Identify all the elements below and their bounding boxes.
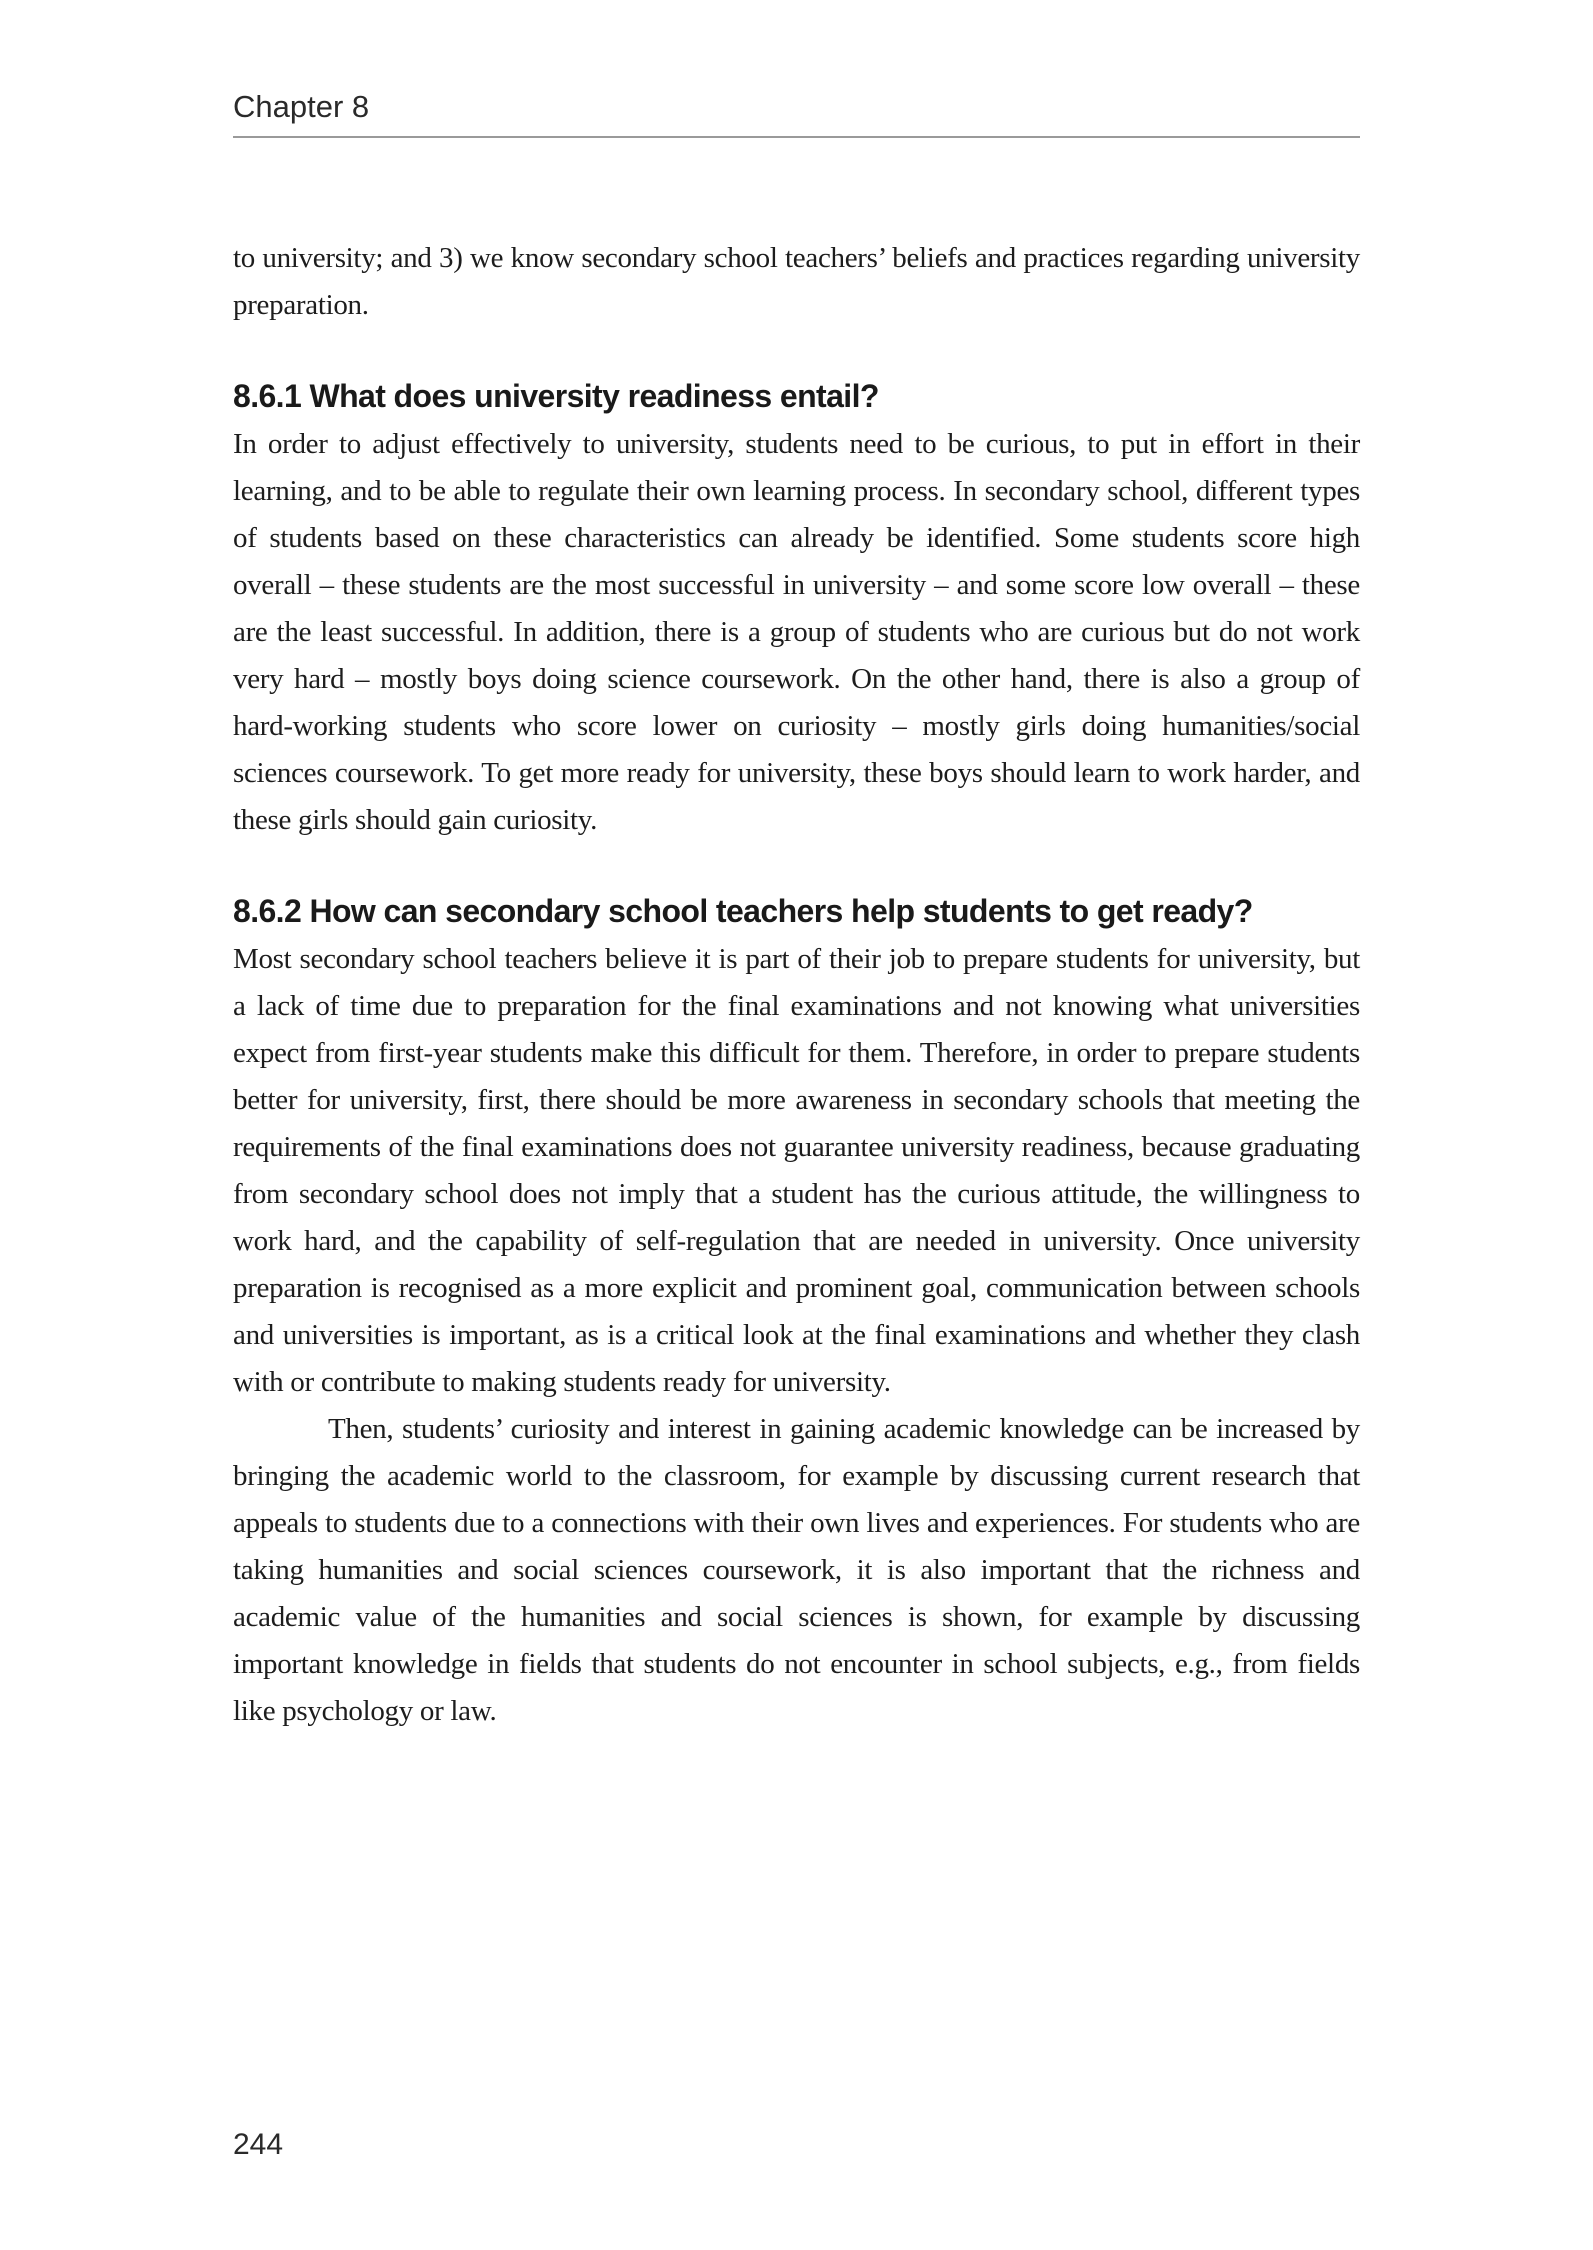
intro-paragraph: to university; and 3) we know secondary school teachers’ beliefs and practices regarding university preparation. — [233, 242, 1360, 321]
running-header: Chapter 8 — [233, 89, 370, 124]
section-heading-8-6-1: 8.6.1 What does university readiness entail? — [233, 378, 879, 414]
section-heading-8-6-2: 8.6.2 How can secondary school teachers help students to get ready? — [233, 893, 1253, 929]
section-8-6-2-paragraph-1: Most secondary school teachers believe it is part of their job to prepare students for university, but a lack of time due to preparation for the final examinations and not knowing what universities expect from first-year students make this difficult for them. Therefore, in order to prepare students better for university, first, there should be more awareness in secondary schools that meeting the requirements of the final examinations does not guarantee university readiness, because graduating from secondary school does not imply that a student has the curious attitude, the willingness to work hard, and the capability of self-regulation that are needed in university. Once university preparation is recognised as a more explicit and prominent goal, communication between schools and universities is important, as is a critical look at the final examinations and whether they clash with or contribute to making students ready for university. — [233, 943, 1360, 1398]
section-8-6-1-paragraph: In order to adjust effectively to university, students need to be curious, to put in effort in their learning, and to be able to regulate their own learning process. In secondary school, different types of students based on these characteristics can already be identified. Some students score high overall – these students are the most successful in university – and some score low overall – these are the least successful. In addition, there is a group of students who are curious but do not work very hard – mostly boys doing science coursework. On the other hand, there is also a group of hard-working students who score lower on curiosity – mostly girls doing humanities/social sciences coursework. To get more ready for university, these boys should learn to work harder, and these girls should gain curiosity. — [233, 428, 1360, 836]
header-rule-divider — [233, 136, 1360, 138]
page-body — [233, 235, 1360, 1735]
section-8-6-2-paragraph-2: Then, students’ curiosity and interest in gaining academic knowledge can be increased by bringing the academic world to the classroom, for example by discussing current research that appeals to students due to a connections with their own lives and experiences. For students who are taking humanities and social sciences coursework, it is also important that the richness and academic value of the humanities and social sciences is shown, for example by discussing important knowledge in fields that students do not encounter in school subjects, e.g., from fields like psychology or law. — [233, 1413, 1360, 1727]
page-number: 244 — [233, 2128, 284, 2161]
